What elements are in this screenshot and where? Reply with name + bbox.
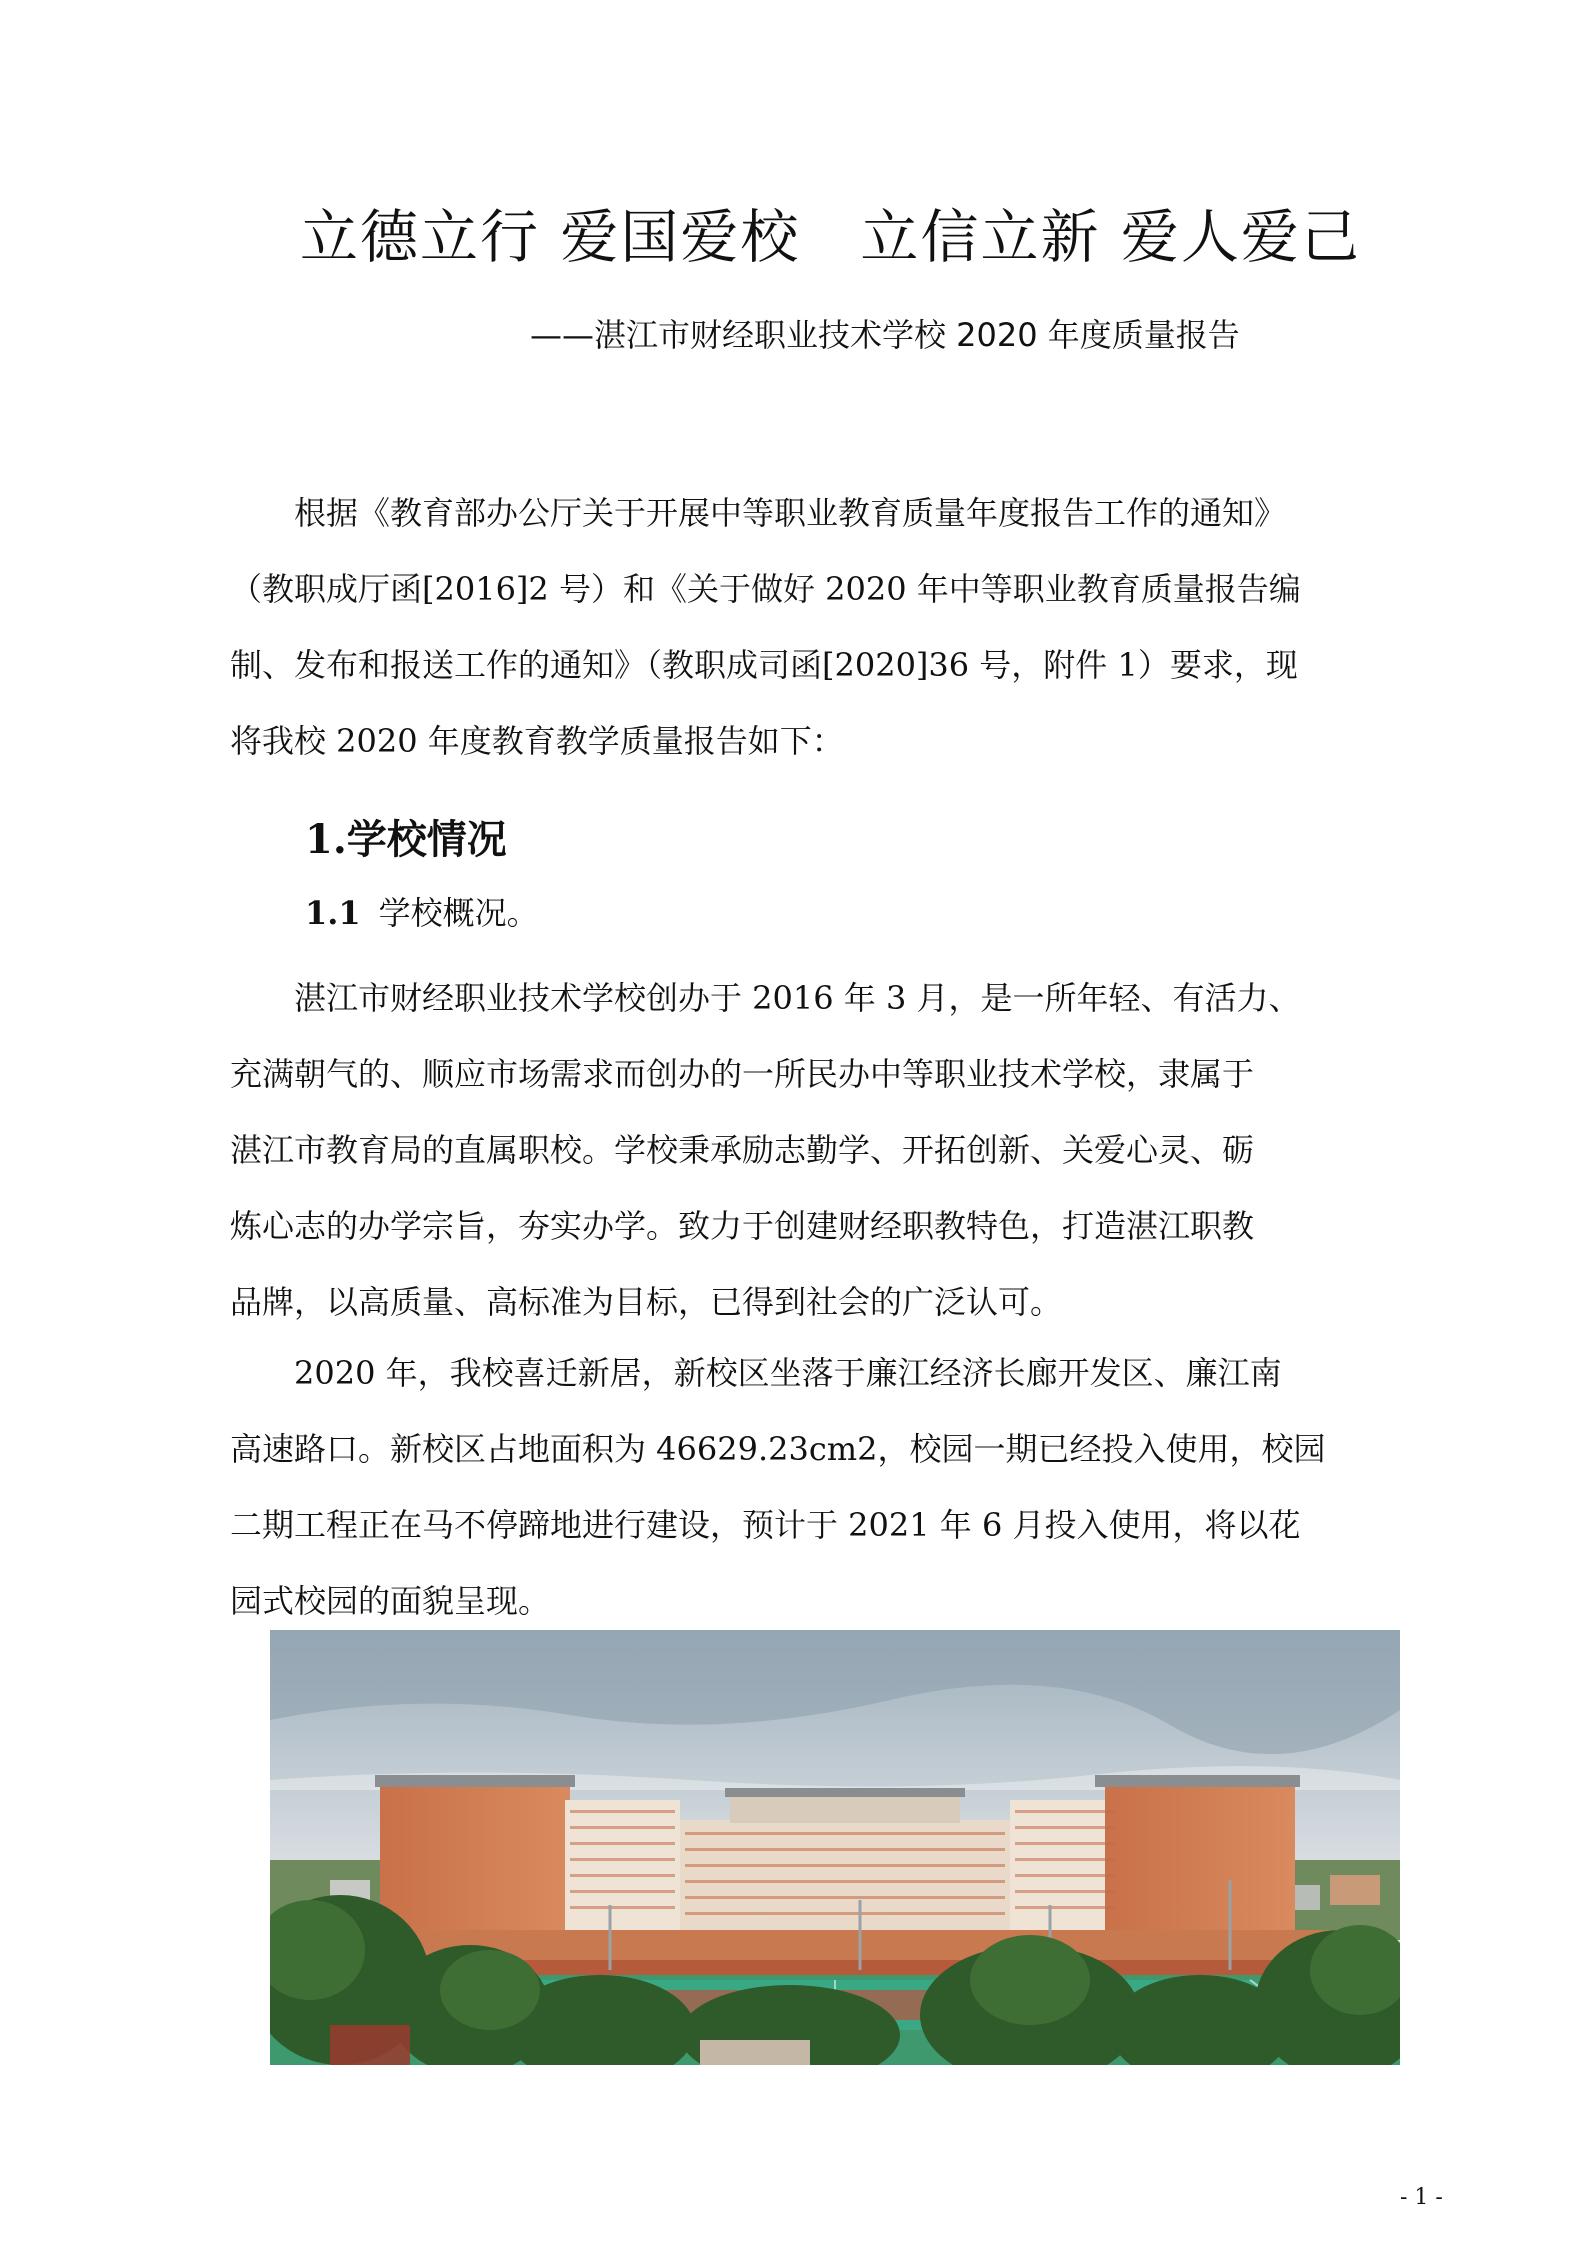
campus-photo: [270, 1630, 1400, 2065]
intro-line: 根据《教育部办公厅关于开展中等职业教育质量年度报告工作的通知》: [230, 494, 1287, 532]
intro-line: 制、发布和报送工作的通知》（教职成司函[2020]36 号，附件 1）要求，现: [230, 646, 1298, 684]
paragraph-line: 炼心志的办学宗旨，夯实办学。致力于创建财经职教特色，打造湛江职教: [230, 1207, 1255, 1245]
new-campus-paragraph: [230, 1335, 1435, 1639]
page-number: - 1 -: [1400, 2185, 1443, 2210]
subsection-number: 1.1: [305, 894, 361, 932]
intro-line: （教职成厅函[2016]2 号）和《关于做好 2020 年中等职业教育质量报告编: [230, 570, 1301, 608]
paragraph-line: 湛江市财经职业技术学校创办于 2016 年 3 月，是一所年轻、有活力、: [230, 979, 1301, 1017]
document-title: 立德立行 爱国爱校 立信立新 爱人爱己: [300, 203, 1361, 271]
paragraph-line: 高速路口。新校区占地面积为 46629.23cm2，校园一期已经投入使用，校园: [230, 1430, 1326, 1468]
paragraph-line: 充满朝气的、顺应市场需求而创办的一所民办中等职业技术学校，隶属于: [230, 1055, 1255, 1093]
subsection-heading: [305, 888, 539, 934]
paragraph-line: 2020 年，我校喜迁新居，新校区坐落于廉江经济长廊开发区、廉江南: [230, 1354, 1282, 1392]
intro-line: 将我校 2020 年度教育教学质量报告如下：: [230, 722, 844, 760]
intro-paragraph: [230, 475, 1435, 779]
subsection-title: 学校概况。: [378, 894, 539, 932]
paragraph-line: 园式校园的面貌呈现。: [230, 1582, 551, 1620]
paragraph-line: 二期工程正在马不停蹄地进行建设，预计于 2021 年 6 月投入使用，将以花: [230, 1506, 1301, 1544]
document-subtitle: ——湛江市财经职业技术学校 2020 年度质量报告: [530, 316, 1240, 354]
paragraph-line: 品牌，以高质量、高标准为目标，已得到社会的广泛认可。: [230, 1283, 1063, 1321]
school-overview-paragraph: [230, 960, 1435, 1340]
paragraph-line: 湛江市教育局的直属职校。学校秉承励志勤学、开拓创新、关爱心灵、砺: [230, 1131, 1255, 1169]
section-heading: 1.学校情况: [305, 816, 507, 863]
